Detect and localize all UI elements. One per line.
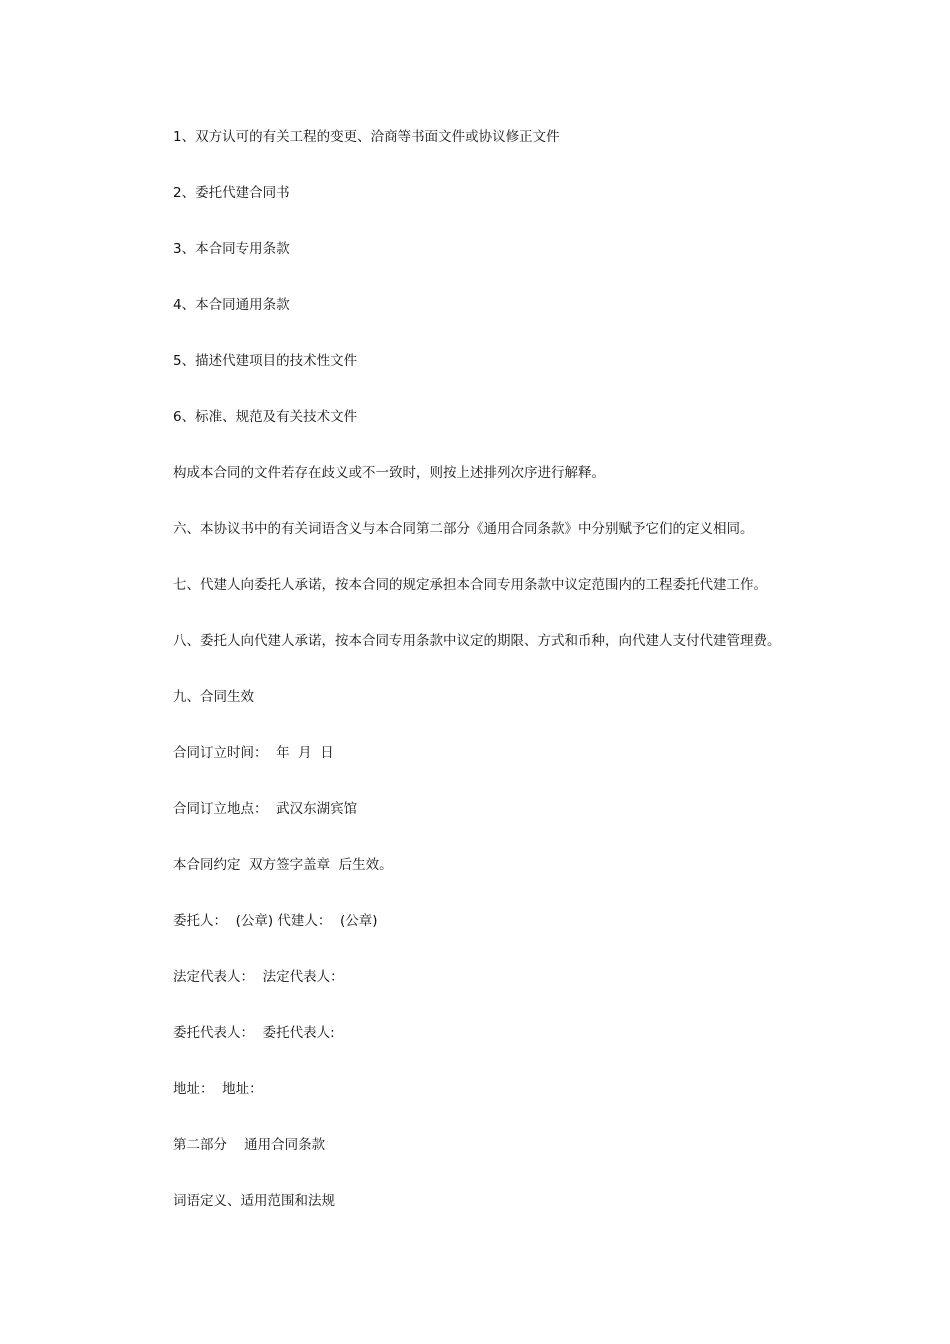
legal-representatives: 法定代表人： 法定代表人： xyxy=(173,969,344,985)
definitions-heading: 词语定义、适用范围和法规 xyxy=(173,1193,335,1209)
list-item-1: 1、双方认可的有关工程的变更、洽商等书面文件或协议修正文件 xyxy=(173,129,560,145)
list-item-2: 2、委托代建合同书 xyxy=(173,185,290,201)
clause-six: 六、本协议书中的有关词语含义与本合同第二部分《通用合同条款》中分别赋予它们的定义相同。 xyxy=(173,521,754,537)
clause-nine-heading: 九、合同生效 xyxy=(173,689,254,705)
contract-place: 合同订立地点： 武汉东湖宾馆 xyxy=(173,801,358,817)
signatory-parties: 委托人： (公章) 代建人： (公章) xyxy=(173,913,378,929)
effective-condition: 本合同约定 双方签字盖章 后生效。 xyxy=(173,857,393,873)
list-item-6: 6、标准、规范及有关技术文件 xyxy=(173,409,358,425)
list-item-5: 5、描述代建项目的技术性文件 xyxy=(173,353,358,369)
clause-eight: 八、委托人向代建人承诺，按本合同专用条款中议定的期限、方式和币种，向代建人支付代建管理费。 xyxy=(173,633,781,649)
interpretation-paragraph: 构成本合同的文件若存在歧义或不一致时，则按上述排列次序进行解释。 xyxy=(173,465,605,481)
authorized-representatives: 委托代表人： 委托代表人: xyxy=(173,1025,335,1041)
list-item-4: 4、本合同通用条款 xyxy=(173,297,290,313)
list-item-3: 3、本合同专用条款 xyxy=(173,241,290,257)
addresses: 地址： 地址： xyxy=(173,1081,263,1097)
contract-date: 合同订立时间： 年 月 日 xyxy=(173,745,334,761)
part-two-heading: 第二部分 通用合同条款 xyxy=(173,1137,326,1153)
clause-seven: 七、代建人向委托人承诺，按本合同的规定承担本合同专用条款中议定范围内的工程委托代建工作。 xyxy=(173,577,767,593)
